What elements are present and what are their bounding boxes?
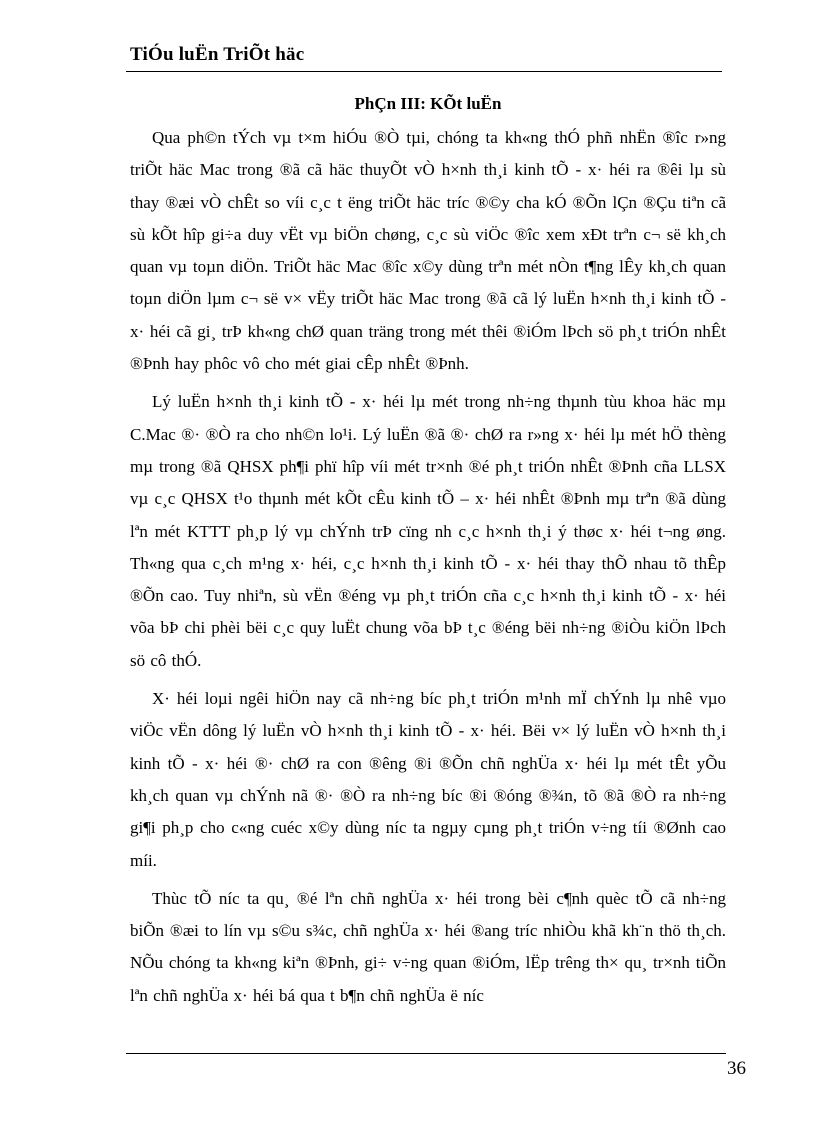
paragraph-2: Lý luËn h×nh th¸i kinh tÕ - x· héi lµ mét trong nh÷ng thµnh tùu khoa häc mµ C.Mac ®· ®Ò ra cho nh©n lo¹i. Lý luËn ®ã ®· chØ ra r»ng x· héi lµ mét hÖ thèng mµ trong ®ã QHSX ph¶i phï hîp víi mét tr×nh ®é ph¸t triÓn nhÊt ®Þnh cña LLSX vµ c¸c QHSX t¹o thµnh mét kÕt cÊu kinh tÕ – x· héi nhÊt ®Þnh mµ trªn ®ã dùng lªn mét KTTT ph¸p lý vµ chÝnh trÞ cïng nh c¸c h×nh th¸i ý thøc x· héi t¬ng øng. Th«ng qua c¸ch m¹ng x· héi, c¸c h×nh th¸i kinh tÕ - x· héi thay thÕ nhau tõ thÊp ®Õn cao. Tuy nhiªn, sù vËn ®éng vµ ph¸t triÓn cña c¸c h×nh th¸i kinh tÕ - x· héi võa bÞ chi phèi bëi c¸c quy luËt chung võa bÞ t¸c ®éng bëi nh÷ng ®iÒu kiÖn lÞch sö cô thÓ. [130, 392, 726, 670]
page-number: 36 [727, 1058, 746, 1079]
paragraph-4: Thùc tÕ níc ta qu¸ ®é lªn chñ nghÜa x· héi trong bèi c¶nh quèc tÕ cã nh÷ng biÕn ®æi to lín vµ s©u s¾c, chñ nghÜa x· héi ®ang tríc nhiÒu khã kh¨n thö th¸ch. NÕu chóng ta kh«ng kiªn ®Þnh, gi÷ v÷ng quan ®iÓm, lËp trêng th× qu¸ tr×nh tiÕn lªn chñ nghÜa x· héi bá qua t b¶n chñ nghÜa ë níc [130, 888, 726, 1005]
section-heading: PhÇn III: KÕt luËn [354, 94, 502, 113]
page-body [130, 88, 726, 1012]
header-rule [126, 71, 722, 72]
footer-rule [126, 1053, 726, 1054]
running-header-title: TiÓu luËn TriÕt häc [130, 44, 305, 65]
paragraph-3: X· héi loµi ngêi hiÖn nay cã nh÷ng bíc ph¸t triÓn m¹nh mÏ chÝnh lµ nhê vµo viÖc vËn dông lý luËn vÒ h×nh th¸i kinh tÕ - x· héi. Bëi v× lý luËn vÒ h×nh th¸i kinh tÕ - x· héi ®· chØ ra con ®êng ®i ®Õn chñ nghÜa x· héi lµ mét tÊt yÕu kh¸ch quan vµ chÝnh nã ®· ®Ò ra nh÷ng bíc ®i ®óng ®¾n, tõ ®ã ®Ò ra nh÷ng gi¶i ph¸p cho c«ng cuéc x©y dùng níc ta ngµy cµng ph¸t triÓn v÷ng tíi ®Ønh cao míi. [130, 689, 726, 870]
paragraph-1: Qua ph©n tÝch vµ t×m hiÓu ®Ò tµi, chóng ta kh«ng thÓ phñ nhËn ®îc r»ng triÕt häc Mac trong ®ã cã häc thuyÕt vÒ h×nh th¸i kinh tÕ - x· héi ra ®êi lµ sù thay ®æi vÒ chÊt so víi c¸c t ëng triÕt häc tríc ®©y cha kÓ ®Õn lÇn ®Çu tiªn cã sù kÕt hîp gi÷a duy vËt vµ biÖn chøng, c¸c sù viÖc ®îc xem xÐt trªn c¬ së kh¸ch quan vµ toµn diÖn. TriÕt häc Mac ®îc x©y dùng trªn mét nÒn t¶ng lÊy kh¸ch quan toµn diÖn lµm c¬ së v× vËy triÕt häc Mac trong ®ã cã lý luËn h×nh th¸i kinh tÕ - x· héi cã gi¸ trÞ kh«ng chØ quan träng trong mét thêi ®iÓm lÞch sö ph¸t triÓn nhÊt ®Þnh hay phôc vô cho mét giai cÊp nhÊt ®Þnh. [130, 128, 726, 374]
